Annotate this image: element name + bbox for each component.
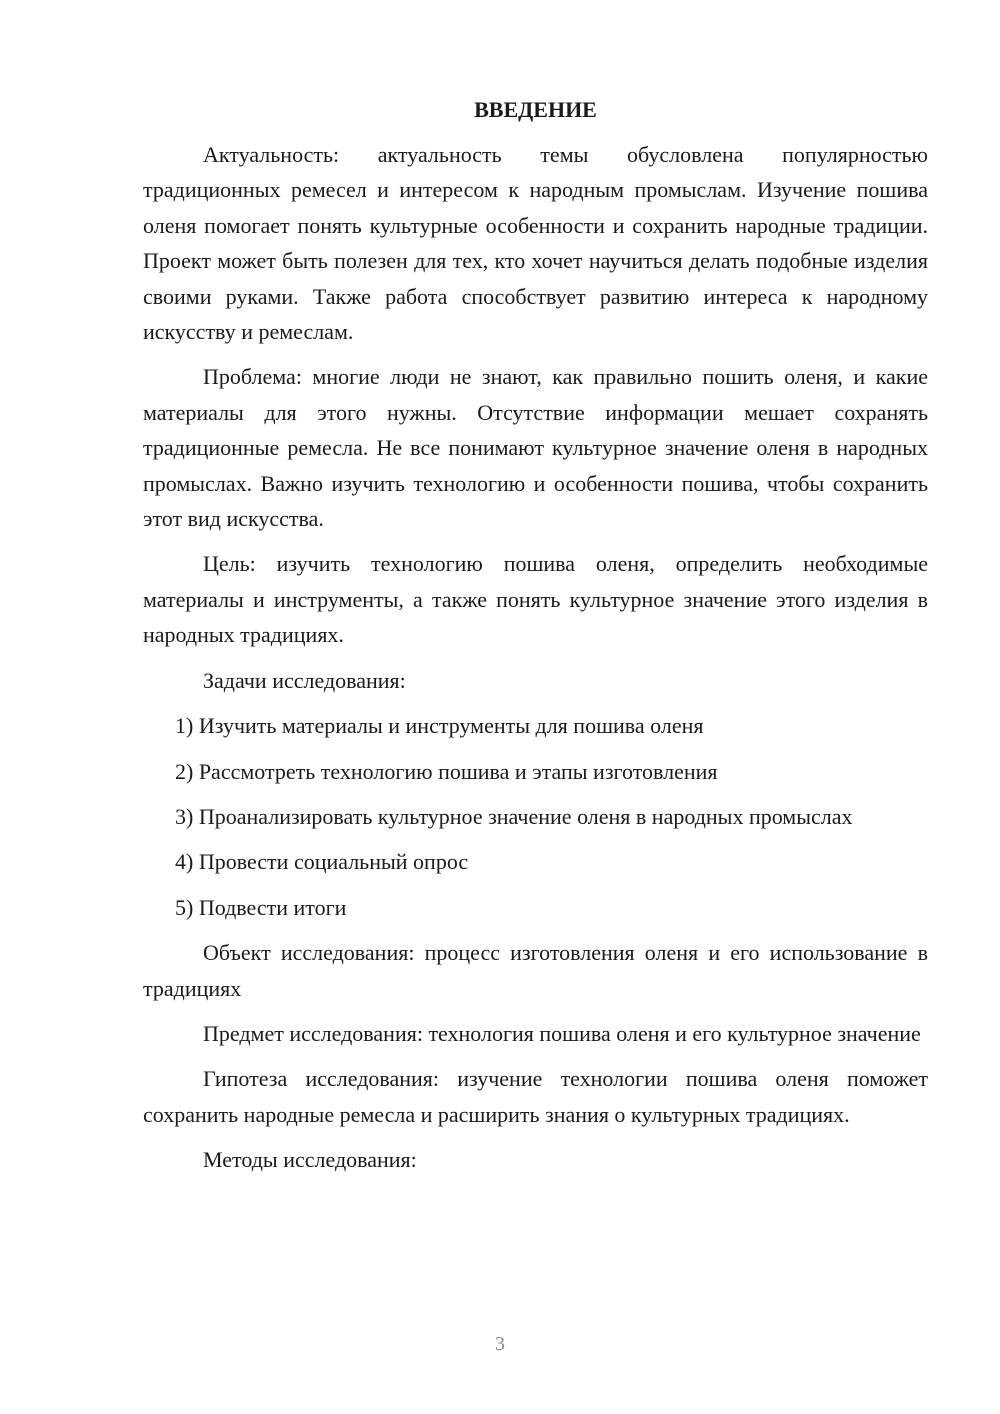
- document-page: [143, 92, 928, 1188]
- tasks-heading: Задачи исследования:: [203, 667, 406, 693]
- hypothesis-paragraph: Гипотеза исследования: изучение технологии пошива оленя поможет сохранить народные ремесла и расширить знания о культурных традициях.: [143, 1066, 928, 1127]
- task-item-3: 3) Проанализировать культурное значение оленя в народных промыслах: [175, 803, 853, 829]
- page-number: 3: [495, 1333, 505, 1355]
- task-item-2: 2) Рассмотреть технологию пошива и этапы изготовления: [175, 758, 718, 784]
- methods-heading: Методы исследования:: [203, 1147, 417, 1173]
- subject-paragraph: Предмет исследования: технология пошива оленя и его культурное значение: [203, 1020, 921, 1046]
- goal-paragraph: Цель: изучить технологию пошива оленя, определить необходимые материалы и инструменты, а также понять культурное значение этого изделия в народных традициях.: [143, 551, 928, 648]
- task-item-1: 1) Изучить материалы и инструменты для пошива оленя: [175, 713, 704, 739]
- task-item-5: 5) Подвести итоги: [175, 894, 347, 920]
- section-title: ВВЕДЕНИЕ: [474, 97, 597, 122]
- task-item-4: 4) Провести социальный опрос: [175, 849, 469, 875]
- object-paragraph: Объект исследования: процесс изготовления оленя и его использование в традициях: [143, 940, 928, 1001]
- problem-paragraph: Проблема: многие люди не знают, как правильно пошить оленя, и какие материалы для этого нужны. Отсутствие информации мешает сохранять традиционные ремесла. Не все понимают культурное значение оленя в народных промыслах. Важно изучить технологию и особенности пошива, чтобы сохранить этот вид искусства.: [143, 364, 928, 532]
- relevance-paragraph: Актуальность: актуальность темы обусловлена популярностью традиционных ремесел и интересом к народным промыслам. Изучение пошива оленя помогает понять культурные особенности и сохранить народные традиции. Проект может быть полезен для тех, кто хочет научиться делать подобные изделия своими руками. Также работа способствует развитию интереса к народному искусству и ремеслам.: [143, 142, 928, 345]
